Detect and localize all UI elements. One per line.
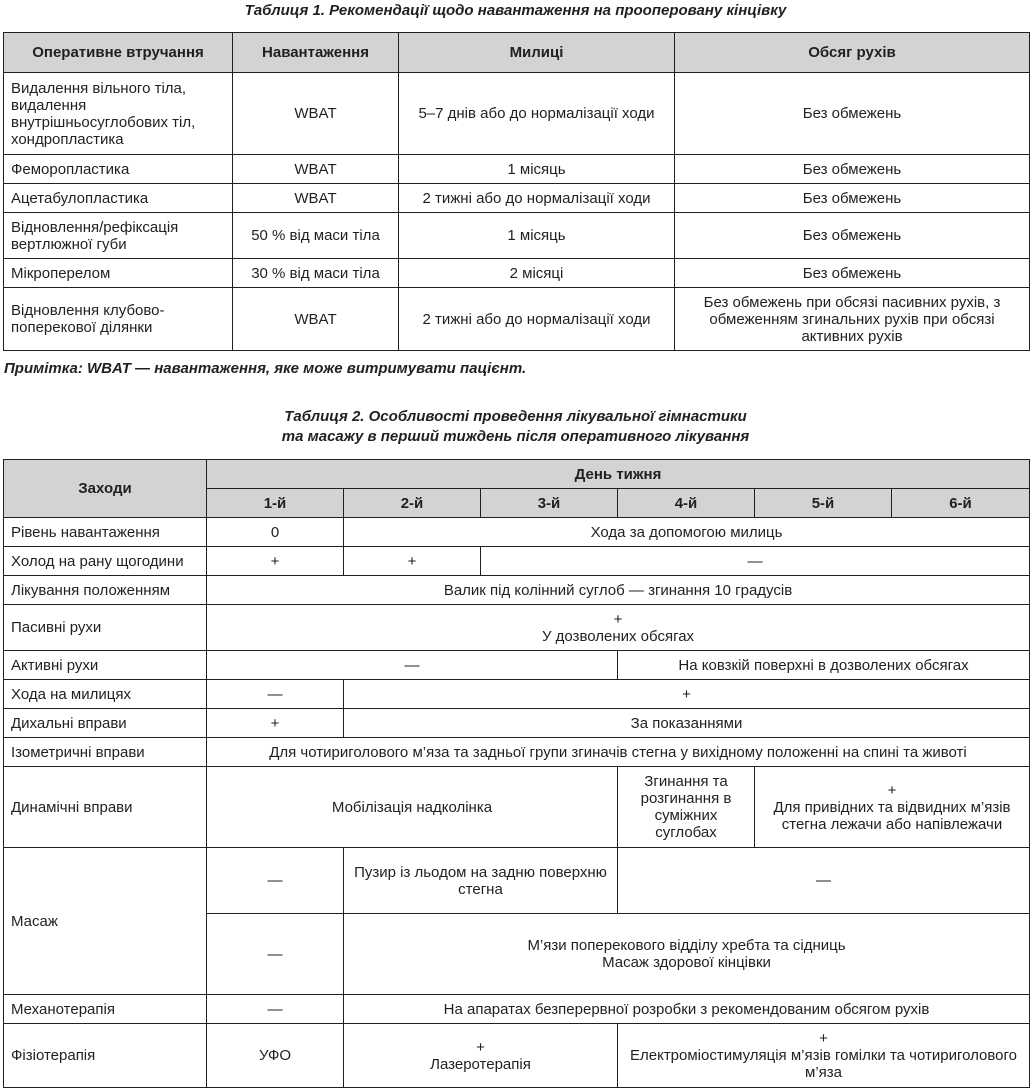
cell-days-1-3: — <box>207 651 618 680</box>
cell-days-2-6: За показаннями <box>344 709 1030 738</box>
table-row <box>4 184 1030 213</box>
cell-text: Для привідних та відвидних м’язів стегна лежачи або напівлежачи <box>773 798 1011 833</box>
cell-day1: 0 <box>207 518 344 547</box>
row-label: Ізометричні вправи <box>4 738 207 767</box>
table-row <box>4 738 1030 767</box>
table2-caption-line1: Таблиця 2. Особливості проведення лікувальної гімнастики <box>284 408 747 425</box>
cell-days-2-6: Хода за допомогою милиць <box>344 518 1030 547</box>
cell-load: 30 % від маси тіла <box>233 259 399 288</box>
row-label: Рівень навантаження <box>4 518 207 547</box>
cell-day2: + <box>344 547 481 576</box>
table-row <box>4 155 1030 184</box>
header-day-5: 5-й <box>755 489 892 518</box>
table-row <box>4 288 1030 351</box>
cell-crutches: 5–7 днів або до нормалізації ходи <box>399 73 675 155</box>
cell-operation: Мікроперелом <box>4 259 233 288</box>
row-label: Хода на милицях <box>4 680 207 709</box>
cell-day1: — <box>207 848 344 914</box>
cell-all-days: Для чотириголового м’яза та задньої групи згиначів стегна у вихідному положенні на спині та животі <box>207 738 1030 767</box>
cell-day4: Згинання та розгинання в суміжних суглобах <box>618 767 755 848</box>
row-label: Пасивні рухи <box>4 605 207 651</box>
table1-caption: Таблиця 1. Рекомендації щодо навантаження на прооперовану кінцівку <box>244 2 787 19</box>
table2-caption-line2: та масажу в перший тиждень після оперативного лікування <box>281 428 750 445</box>
cell-crutches: 2 тижні або до нормалізації ходи <box>399 288 675 351</box>
table-header-row <box>4 33 1030 73</box>
cell-crutches: 1 місяць <box>399 213 675 259</box>
row-label: Лікування положенням <box>4 576 207 605</box>
cell-days-1-3: Мобілізація надколінка <box>207 767 618 848</box>
cell-days-2-3: Пузир із льодом на задню поверхню стегна <box>344 848 618 914</box>
cell-days-3-6: — <box>481 547 1030 576</box>
table2-exercise-schedule <box>3 459 1030 1088</box>
header-day-of-week: День тижня <box>207 460 1030 489</box>
header-measures: Заходи <box>4 460 207 518</box>
table-row <box>4 547 1030 576</box>
cell-operation: Відновлення/рефіксація вертлюжної губи <box>4 213 233 259</box>
cell-crutches: 1 місяць <box>399 155 675 184</box>
plus-mark: + <box>476 1038 485 1056</box>
table-row <box>4 213 1030 259</box>
table-row <box>4 709 1030 738</box>
cell-day1: + <box>207 709 344 738</box>
cell-load: WBAT <box>233 288 399 351</box>
cell-text: Лазеротерапія <box>430 1055 531 1073</box>
header-load: Навантаження <box>233 33 399 73</box>
table-row <box>4 995 1030 1024</box>
cell-all-days: Валик під колінний суглоб — згинання 10 градусів <box>207 576 1030 605</box>
cell-day1: УФО <box>207 1024 344 1088</box>
table1-note: Примітка: WBAT — навантаження, яке може витримувати пацієнт. <box>4 360 527 377</box>
header-day-4: 4-й <box>618 489 755 518</box>
cell-load: WBAT <box>233 73 399 155</box>
cell-all-days <box>207 605 1030 651</box>
row-label: Холод на рану щогодини <box>4 547 207 576</box>
row-label: Динамічні вправи <box>4 767 207 848</box>
plus-mark: + <box>613 610 623 628</box>
cell-days-2-6: На апаратах безперервної розробки з рекомендованим обсягом рухів <box>344 995 1030 1024</box>
cell-days-5-6 <box>755 767 1030 848</box>
table-row <box>4 518 1030 547</box>
cell-text: Масаж здорової кінцівки <box>602 954 771 971</box>
table-row <box>4 767 1030 848</box>
cell-day1: + <box>207 547 344 576</box>
table-row <box>4 680 1030 709</box>
header-day-2: 2-й <box>344 489 481 518</box>
cell-range: Без обмежень <box>675 155 1030 184</box>
table-row <box>4 259 1030 288</box>
table-row <box>4 576 1030 605</box>
header-day-1: 1-й <box>207 489 344 518</box>
cell-days-4-6 <box>618 1024 1030 1088</box>
cell-crutches: 2 тижні або до нормалізації ходи <box>399 184 675 213</box>
cell-day1: — <box>207 995 344 1024</box>
cell-days-4-6: — <box>618 848 1030 914</box>
cell-days-4-6: На ковзкій поверхні в дозволених обсягах <box>618 651 1030 680</box>
cell-range: Без обмежень при обсязі пасивних рухів, з обмеженням згинальних рухів при обсязі активних рухів <box>675 288 1030 351</box>
cell-range: Без обмежень <box>675 73 1030 155</box>
table-row <box>4 1024 1030 1088</box>
table-row <box>4 73 1030 155</box>
row-label: Масаж <box>4 848 207 995</box>
table-row <box>4 848 1030 914</box>
table1-weight-recommendations <box>3 32 1030 351</box>
cell-load: WBAT <box>233 184 399 213</box>
cell-days-2-3 <box>344 1024 618 1088</box>
plus-mark: + <box>819 1030 828 1047</box>
table-row <box>4 605 1030 651</box>
cell-load: WBAT <box>233 155 399 184</box>
table-header-row <box>4 460 1030 489</box>
header-range-of-motion: Обсяг рухів <box>675 33 1030 73</box>
row-label: Фізіотерапія <box>4 1024 207 1088</box>
cell-days-2-6: + <box>344 680 1030 709</box>
cell-day1: — <box>207 680 344 709</box>
cell-load: 50 % від маси тіла <box>233 213 399 259</box>
cell-operation: Відновлення клубово-поперекової ділянки <box>4 288 233 351</box>
plus-mark: + <box>887 781 897 799</box>
table-row <box>4 651 1030 680</box>
cell-range: Без обмежень <box>675 259 1030 288</box>
cell-range: Без обмежень <box>675 213 1030 259</box>
cell-text: Електроміостимуляція м’язів гомілки та чотириголового м’яза <box>629 1047 1018 1081</box>
cell-operation: Феморопластика <box>4 155 233 184</box>
row-label: Активні рухи <box>4 651 207 680</box>
cell-operation: Видалення вільного тіла, видалення внутрішньосуглобових тіл, хондропластика <box>4 73 233 155</box>
row-label: Дихальні вправи <box>4 709 207 738</box>
header-day-3: 3-й <box>481 489 618 518</box>
row-label: Механотерапія <box>4 995 207 1024</box>
header-day-6: 6-й <box>892 489 1030 518</box>
cell-crutches: 2 місяці <box>399 259 675 288</box>
cell-text: М’язи поперекового відділу хребта та сідниць <box>527 937 846 954</box>
header-operation: Оперативне втручання <box>4 33 233 73</box>
cell-days-2-6 <box>344 914 1030 995</box>
cell-text: У дозволених обсягах <box>541 627 695 645</box>
cell-day1: — <box>207 914 344 995</box>
cell-operation: Ацетабулопластика <box>4 184 233 213</box>
cell-range: Без обмежень <box>675 184 1030 213</box>
header-crutches: Милиці <box>399 33 675 73</box>
